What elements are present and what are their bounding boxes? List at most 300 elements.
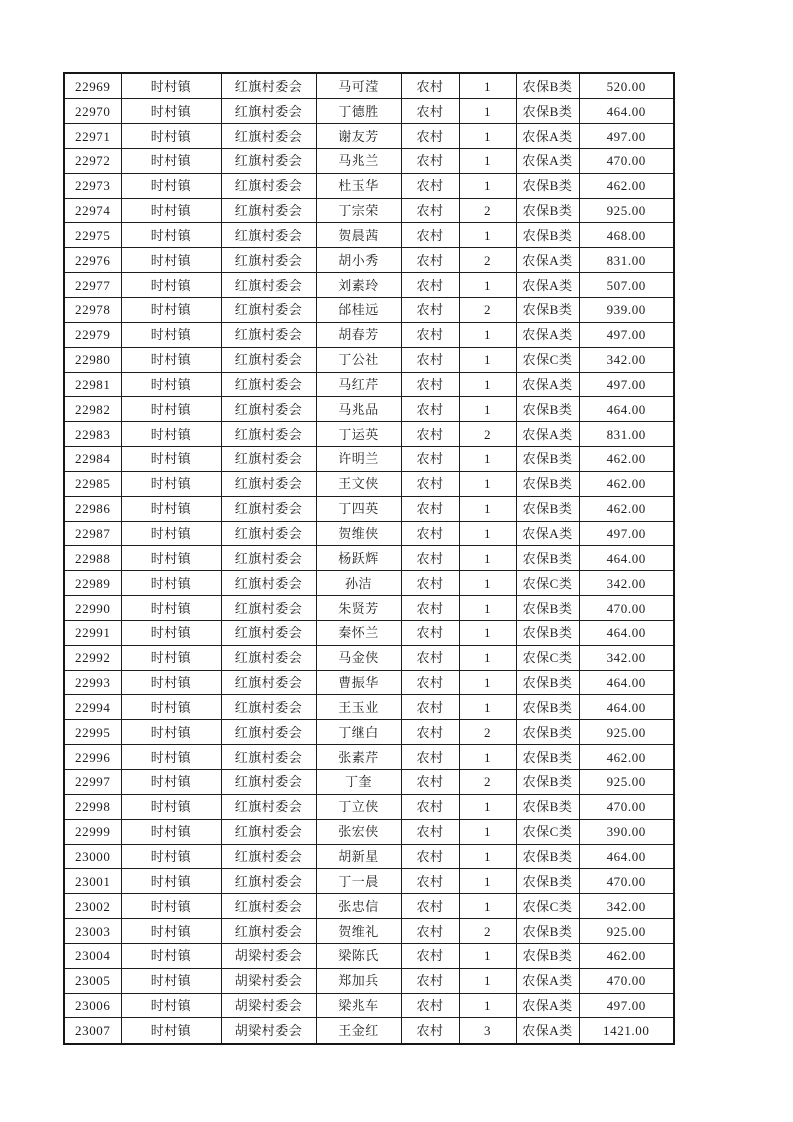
town-cell: 时村镇 (121, 620, 221, 645)
insurance-category-cell: 农保A类 (516, 993, 579, 1018)
person-count-cell: 1 (459, 372, 516, 397)
table-row (64, 695, 674, 720)
village-committee-cell: 红旗村委会 (221, 819, 316, 844)
serial-number-cell: 22980 (64, 347, 121, 372)
person-name-cell: 王金红 (316, 1018, 401, 1044)
person-name-cell: 丁一晨 (316, 869, 401, 894)
table-row (64, 596, 674, 621)
person-count-cell: 1 (459, 273, 516, 298)
serial-number-cell: 22971 (64, 124, 121, 149)
town-cell: 时村镇 (121, 844, 221, 869)
town-cell: 时村镇 (121, 99, 221, 124)
insurance-category-cell: 农保A类 (516, 372, 579, 397)
town-cell: 时村镇 (121, 223, 221, 248)
person-name-cell: 丁立侠 (316, 794, 401, 819)
serial-number-cell: 22972 (64, 148, 121, 173)
village-committee-cell: 胡梁村委会 (221, 993, 316, 1018)
table-row (64, 546, 674, 571)
serial-number-cell: 22986 (64, 496, 121, 521)
town-cell: 时村镇 (121, 596, 221, 621)
serial-number-cell: 23005 (64, 968, 121, 993)
person-name-cell: 丁奎 (316, 770, 401, 795)
person-name-cell: 郑加兵 (316, 968, 401, 993)
amount-cell: 925.00 (579, 720, 674, 745)
residence-type-cell: 农村 (401, 645, 459, 670)
amount-cell: 462.00 (579, 745, 674, 770)
village-committee-cell: 胡梁村委会 (221, 968, 316, 993)
amount-cell: 464.00 (579, 397, 674, 422)
insurance-category-cell: 农保B类 (516, 919, 579, 944)
insurance-category-cell: 农保B类 (516, 173, 579, 198)
town-cell: 时村镇 (121, 173, 221, 198)
person-count-cell: 1 (459, 670, 516, 695)
table-row (64, 397, 674, 422)
village-committee-cell: 红旗村委会 (221, 844, 316, 869)
insurance-category-cell: 农保B类 (516, 720, 579, 745)
person-count-cell: 1 (459, 471, 516, 496)
person-count-cell: 3 (459, 1018, 516, 1044)
amount-cell: 342.00 (579, 894, 674, 919)
insurance-category-cell: 农保A类 (516, 521, 579, 546)
amount-cell: 470.00 (579, 596, 674, 621)
village-committee-cell: 红旗村委会 (221, 148, 316, 173)
insurance-category-cell: 农保A类 (516, 968, 579, 993)
person-name-cell: 丁运英 (316, 422, 401, 447)
village-committee-cell: 红旗村委会 (221, 869, 316, 894)
village-committee-cell: 红旗村委会 (221, 297, 316, 322)
person-name-cell: 张忠信 (316, 894, 401, 919)
residence-type-cell: 农村 (401, 869, 459, 894)
person-name-cell: 贺晨茜 (316, 223, 401, 248)
amount-cell: 464.00 (579, 546, 674, 571)
serial-number-cell: 22994 (64, 695, 121, 720)
person-count-cell: 1 (459, 173, 516, 198)
residence-type-cell: 农村 (401, 471, 459, 496)
residence-type-cell: 农村 (401, 993, 459, 1018)
village-committee-cell: 红旗村委会 (221, 397, 316, 422)
amount-cell: 342.00 (579, 347, 674, 372)
town-cell: 时村镇 (121, 819, 221, 844)
serial-number-cell: 23007 (64, 1018, 121, 1044)
person-name-cell: 杜玉华 (316, 173, 401, 198)
table-row (64, 521, 674, 546)
village-committee-cell: 红旗村委会 (221, 720, 316, 745)
amount-cell: 831.00 (579, 422, 674, 447)
amount-cell: 462.00 (579, 943, 674, 968)
person-count-cell: 2 (459, 422, 516, 447)
serial-number-cell: 22984 (64, 447, 121, 472)
village-committee-cell: 红旗村委会 (221, 447, 316, 472)
serial-number-cell: 23004 (64, 943, 121, 968)
residence-type-cell: 农村 (401, 347, 459, 372)
insurance-category-cell: 农保B类 (516, 794, 579, 819)
person-count-cell: 1 (459, 695, 516, 720)
serial-number-cell: 22989 (64, 571, 121, 596)
person-count-cell: 2 (459, 297, 516, 322)
amount-cell: 497.00 (579, 322, 674, 347)
serial-number-cell: 22990 (64, 596, 121, 621)
serial-number-cell: 22999 (64, 819, 121, 844)
person-count-cell: 1 (459, 124, 516, 149)
person-name-cell: 梁兆车 (316, 993, 401, 1018)
insurance-category-cell: 农保C类 (516, 819, 579, 844)
serial-number-cell: 22985 (64, 471, 121, 496)
person-count-cell: 2 (459, 720, 516, 745)
person-count-cell: 1 (459, 645, 516, 670)
town-cell: 时村镇 (121, 496, 221, 521)
amount-cell: 831.00 (579, 248, 674, 273)
table-row (64, 968, 674, 993)
amount-cell: 925.00 (579, 770, 674, 795)
table-row (64, 496, 674, 521)
table-row (64, 422, 674, 447)
serial-number-cell: 22975 (64, 223, 121, 248)
person-name-cell: 丁宗荣 (316, 198, 401, 223)
insurance-category-cell: 农保B类 (516, 471, 579, 496)
residence-type-cell: 农村 (401, 322, 459, 347)
residence-type-cell: 农村 (401, 273, 459, 298)
table-row (64, 645, 674, 670)
residence-type-cell: 农村 (401, 943, 459, 968)
person-count-cell: 2 (459, 770, 516, 795)
village-committee-cell: 红旗村委会 (221, 471, 316, 496)
person-count-cell: 1 (459, 943, 516, 968)
person-name-cell: 张素芹 (316, 745, 401, 770)
serial-number-cell: 23006 (64, 993, 121, 1018)
amount-cell: 342.00 (579, 571, 674, 596)
village-committee-cell: 红旗村委会 (221, 919, 316, 944)
serial-number-cell: 23000 (64, 844, 121, 869)
serial-number-cell: 22991 (64, 620, 121, 645)
amount-cell: 464.00 (579, 620, 674, 645)
insurance-category-cell: 农保A类 (516, 322, 579, 347)
village-committee-cell: 红旗村委会 (221, 99, 316, 124)
town-cell: 时村镇 (121, 770, 221, 795)
village-committee-cell: 红旗村委会 (221, 770, 316, 795)
village-committee-cell: 红旗村委会 (221, 173, 316, 198)
town-cell: 时村镇 (121, 397, 221, 422)
residence-type-cell: 农村 (401, 968, 459, 993)
town-cell: 时村镇 (121, 248, 221, 273)
residence-type-cell: 农村 (401, 521, 459, 546)
table-row (64, 322, 674, 347)
residence-type-cell: 农村 (401, 124, 459, 149)
residence-type-cell: 农村 (401, 794, 459, 819)
person-name-cell: 马兆品 (316, 397, 401, 422)
village-committee-cell: 红旗村委会 (221, 571, 316, 596)
amount-cell: 470.00 (579, 148, 674, 173)
insurance-category-cell: 农保C类 (516, 571, 579, 596)
residence-type-cell: 农村 (401, 1018, 459, 1044)
residence-type-cell: 农村 (401, 596, 459, 621)
person-count-cell: 1 (459, 546, 516, 571)
amount-cell: 470.00 (579, 869, 674, 894)
person-count-cell: 1 (459, 596, 516, 621)
amount-cell: 342.00 (579, 645, 674, 670)
table-row (64, 745, 674, 770)
table-row (64, 794, 674, 819)
village-committee-cell: 红旗村委会 (221, 124, 316, 149)
insurance-category-cell: 农保A类 (516, 273, 579, 298)
serial-number-cell: 22974 (64, 198, 121, 223)
serial-number-cell: 22997 (64, 770, 121, 795)
person-name-cell: 邰桂远 (316, 297, 401, 322)
table-row (64, 471, 674, 496)
table-row (64, 273, 674, 298)
table-row (64, 571, 674, 596)
table-row (64, 844, 674, 869)
person-name-cell: 丁德胜 (316, 99, 401, 124)
amount-cell: 464.00 (579, 695, 674, 720)
person-name-cell: 胡新星 (316, 844, 401, 869)
residence-type-cell: 农村 (401, 397, 459, 422)
village-committee-cell: 红旗村委会 (221, 645, 316, 670)
amount-cell: 464.00 (579, 844, 674, 869)
residence-type-cell: 农村 (401, 919, 459, 944)
person-name-cell: 贺维礼 (316, 919, 401, 944)
insurance-category-cell: 农保B类 (516, 297, 579, 322)
town-cell: 时村镇 (121, 273, 221, 298)
residence-type-cell: 农村 (401, 223, 459, 248)
town-cell: 时村镇 (121, 347, 221, 372)
table-row (64, 124, 674, 149)
person-count-cell: 1 (459, 322, 516, 347)
village-committee-cell: 红旗村委会 (221, 273, 316, 298)
amount-cell: 468.00 (579, 223, 674, 248)
residence-type-cell: 农村 (401, 844, 459, 869)
insurance-category-cell: 农保B类 (516, 596, 579, 621)
residence-type-cell: 农村 (401, 695, 459, 720)
person-name-cell: 张宏侠 (316, 819, 401, 844)
person-count-cell: 1 (459, 496, 516, 521)
insurance-category-cell: 农保C类 (516, 347, 579, 372)
residence-type-cell: 农村 (401, 720, 459, 745)
town-cell: 时村镇 (121, 422, 221, 447)
amount-cell: 470.00 (579, 968, 674, 993)
person-name-cell: 胡小秀 (316, 248, 401, 273)
table-row (64, 347, 674, 372)
amount-cell: 390.00 (579, 819, 674, 844)
serial-number-cell: 22995 (64, 720, 121, 745)
serial-number-cell: 22993 (64, 670, 121, 695)
residence-type-cell: 农村 (401, 670, 459, 695)
person-count-cell: 1 (459, 99, 516, 124)
serial-number-cell: 22970 (64, 99, 121, 124)
town-cell: 时村镇 (121, 571, 221, 596)
person-count-cell: 1 (459, 819, 516, 844)
serial-number-cell: 22981 (64, 372, 121, 397)
insurance-category-cell: 农保A类 (516, 1018, 579, 1044)
table-row (64, 869, 674, 894)
town-cell: 时村镇 (121, 546, 221, 571)
person-count-cell: 1 (459, 844, 516, 869)
person-count-cell: 1 (459, 223, 516, 248)
amount-cell: 520.00 (579, 73, 674, 99)
person-count-cell: 1 (459, 745, 516, 770)
serial-number-cell: 22976 (64, 248, 121, 273)
town-cell: 时村镇 (121, 521, 221, 546)
serial-number-cell: 22998 (64, 794, 121, 819)
pension-payment-table (63, 72, 675, 1045)
amount-cell: 470.00 (579, 794, 674, 819)
table-row (64, 198, 674, 223)
residence-type-cell: 农村 (401, 546, 459, 571)
person-count-cell: 1 (459, 73, 516, 99)
serial-number-cell: 22978 (64, 297, 121, 322)
person-name-cell: 王玉业 (316, 695, 401, 720)
village-committee-cell: 红旗村委会 (221, 347, 316, 372)
residence-type-cell: 农村 (401, 297, 459, 322)
village-committee-cell: 红旗村委会 (221, 73, 316, 99)
table-row (64, 919, 674, 944)
person-name-cell: 马金侠 (316, 645, 401, 670)
amount-cell: 462.00 (579, 471, 674, 496)
town-cell: 时村镇 (121, 471, 221, 496)
residence-type-cell: 农村 (401, 422, 459, 447)
village-committee-cell: 红旗村委会 (221, 596, 316, 621)
residence-type-cell: 农村 (401, 496, 459, 521)
amount-cell: 925.00 (579, 198, 674, 223)
residence-type-cell: 农村 (401, 73, 459, 99)
village-committee-cell: 红旗村委会 (221, 521, 316, 546)
person-name-cell: 朱贤芳 (316, 596, 401, 621)
town-cell: 时村镇 (121, 73, 221, 99)
residence-type-cell: 农村 (401, 620, 459, 645)
amount-cell: 464.00 (579, 670, 674, 695)
serial-number-cell: 22982 (64, 397, 121, 422)
person-count-cell: 1 (459, 521, 516, 546)
town-cell: 时村镇 (121, 1018, 221, 1044)
insurance-category-cell: 农保B类 (516, 695, 579, 720)
village-committee-cell: 红旗村委会 (221, 546, 316, 571)
table-row (64, 223, 674, 248)
table-row (64, 372, 674, 397)
insurance-category-cell: 农保B类 (516, 198, 579, 223)
town-cell: 时村镇 (121, 720, 221, 745)
person-name-cell: 王文侠 (316, 471, 401, 496)
insurance-category-cell: 农保B类 (516, 844, 579, 869)
village-committee-cell: 红旗村委会 (221, 620, 316, 645)
town-cell: 时村镇 (121, 968, 221, 993)
amount-cell: 497.00 (579, 993, 674, 1018)
town-cell: 时村镇 (121, 943, 221, 968)
town-cell: 时村镇 (121, 447, 221, 472)
insurance-category-cell: 农保B类 (516, 447, 579, 472)
serial-number-cell: 22977 (64, 273, 121, 298)
person-count-cell: 1 (459, 794, 516, 819)
residence-type-cell: 农村 (401, 745, 459, 770)
table-row (64, 1018, 674, 1044)
insurance-category-cell: 农保B类 (516, 770, 579, 795)
insurance-category-cell: 农保A类 (516, 422, 579, 447)
town-cell: 时村镇 (121, 670, 221, 695)
insurance-category-cell: 农保C类 (516, 894, 579, 919)
person-name-cell: 谢友芳 (316, 124, 401, 149)
village-committee-cell: 红旗村委会 (221, 223, 316, 248)
amount-cell: 925.00 (579, 919, 674, 944)
serial-number-cell: 22973 (64, 173, 121, 198)
residence-type-cell: 农村 (401, 173, 459, 198)
insurance-category-cell: 农保B类 (516, 223, 579, 248)
table-row (64, 148, 674, 173)
insurance-category-cell: 农保C类 (516, 645, 579, 670)
serial-number-cell: 23002 (64, 894, 121, 919)
person-count-cell: 1 (459, 894, 516, 919)
amount-cell: 939.00 (579, 297, 674, 322)
village-committee-cell: 红旗村委会 (221, 198, 316, 223)
table-row (64, 819, 674, 844)
town-cell: 时村镇 (121, 745, 221, 770)
table-row (64, 73, 674, 99)
amount-cell: 507.00 (579, 273, 674, 298)
person-name-cell: 贺维侠 (316, 521, 401, 546)
insurance-category-cell: 农保B类 (516, 670, 579, 695)
insurance-category-cell: 农保B类 (516, 869, 579, 894)
village-committee-cell: 红旗村委会 (221, 372, 316, 397)
village-committee-cell: 红旗村委会 (221, 496, 316, 521)
table-row (64, 894, 674, 919)
amount-cell: 462.00 (579, 447, 674, 472)
village-committee-cell: 红旗村委会 (221, 248, 316, 273)
insurance-category-cell: 农保B类 (516, 496, 579, 521)
residence-type-cell: 农村 (401, 770, 459, 795)
town-cell: 时村镇 (121, 794, 221, 819)
person-count-cell: 1 (459, 397, 516, 422)
amount-cell: 462.00 (579, 173, 674, 198)
amount-cell: 497.00 (579, 124, 674, 149)
town-cell: 时村镇 (121, 198, 221, 223)
serial-number-cell: 22996 (64, 745, 121, 770)
person-count-cell: 2 (459, 198, 516, 223)
town-cell: 时村镇 (121, 993, 221, 1018)
amount-cell: 1421.00 (579, 1018, 674, 1044)
town-cell: 时村镇 (121, 695, 221, 720)
town-cell: 时村镇 (121, 124, 221, 149)
insurance-category-cell: 农保B类 (516, 99, 579, 124)
amount-cell: 464.00 (579, 99, 674, 124)
residence-type-cell: 农村 (401, 148, 459, 173)
serial-number-cell: 22987 (64, 521, 121, 546)
person-count-cell: 1 (459, 993, 516, 1018)
serial-number-cell: 22979 (64, 322, 121, 347)
serial-number-cell: 22983 (64, 422, 121, 447)
table-row (64, 99, 674, 124)
residence-type-cell: 农村 (401, 819, 459, 844)
village-committee-cell: 胡梁村委会 (221, 1018, 316, 1044)
insurance-category-cell: 农保B类 (516, 397, 579, 422)
table-row (64, 720, 674, 745)
residence-type-cell: 农村 (401, 198, 459, 223)
person-name-cell: 杨跃辉 (316, 546, 401, 571)
insurance-category-cell: 农保B类 (516, 745, 579, 770)
residence-type-cell: 农村 (401, 372, 459, 397)
table-row (64, 943, 674, 968)
person-name-cell: 胡春芳 (316, 322, 401, 347)
town-cell: 时村镇 (121, 372, 221, 397)
person-count-cell: 1 (459, 968, 516, 993)
person-name-cell: 丁继白 (316, 720, 401, 745)
amount-cell: 497.00 (579, 521, 674, 546)
insurance-category-cell: 农保B类 (516, 943, 579, 968)
town-cell: 时村镇 (121, 645, 221, 670)
person-name-cell: 丁公社 (316, 347, 401, 372)
village-committee-cell: 红旗村委会 (221, 322, 316, 347)
village-committee-cell: 红旗村委会 (221, 894, 316, 919)
person-count-cell: 1 (459, 571, 516, 596)
insurance-category-cell: 农保A类 (516, 248, 579, 273)
serial-number-cell: 22969 (64, 73, 121, 99)
insurance-category-cell: 农保B类 (516, 73, 579, 99)
